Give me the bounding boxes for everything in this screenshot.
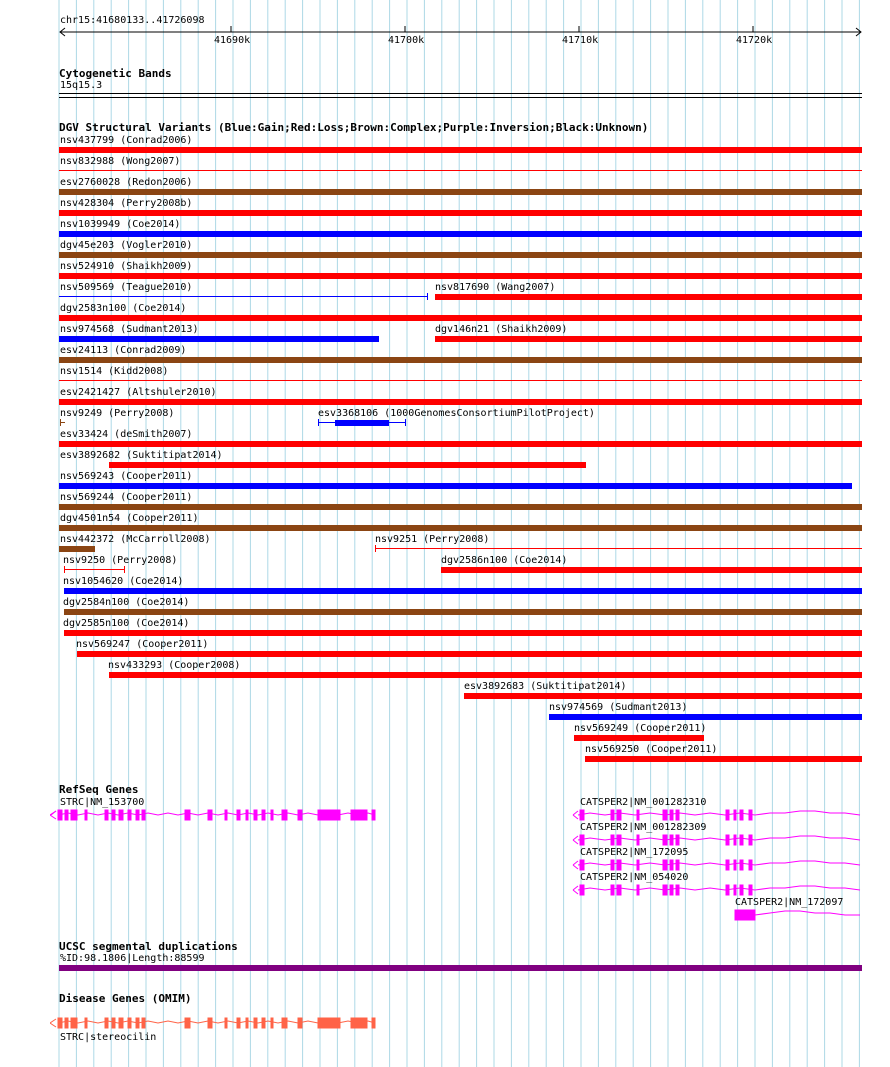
variant-label: dgv4501n54 (Cooper2011) [60,513,199,524]
variant-bar-complex[interactable] [59,189,862,195]
variant-label: dgv2585n100 (Coe2014) [63,618,190,629]
refseq-track-title: RefSeq Genes [59,783,139,796]
variant-label: nsv509569 (Teague2010) [60,282,193,293]
variant-bar-loss[interactable] [441,567,862,573]
variant-bar-end-cap [124,566,125,573]
variant-label: nsv569249 (Cooper2011) [574,723,707,734]
gene-label: CATSPER2|NM_001282309 [580,822,707,833]
variant-bar-gain[interactable] [549,714,862,720]
variant-bar-loss[interactable] [59,441,862,447]
cytoband-track-title: Cytogenetic Bands [59,67,172,80]
omim-track-title: Disease Genes (OMIM) [59,992,192,1005]
variant-label: nsv9250 (Perry2008) [63,555,178,566]
variant-label: nsv832988 (Wong2007) [60,156,181,167]
gene-label: STRC|NM_153700 [60,797,145,808]
variant-bar-loss[interactable] [574,735,704,741]
variant-bar-loss[interactable] [59,315,862,321]
variant-bar-end-cap [375,545,376,552]
gene-model-catsper2[interactable] [50,833,870,847]
gene-model-catsper2[interactable] [50,908,870,922]
gene-model-omim-strc[interactable] [50,1016,870,1030]
variant-label: nsv433293 (Cooper2008) [108,660,241,671]
variant-label: nsv569244 (Cooper2011) [60,492,193,503]
variant-label: nsv569243 (Cooper2011) [60,471,193,482]
variant-label: nsv1514 (Kidd2008) [60,366,169,377]
variant-label: nsv9249 (Perry2008) [60,408,175,419]
variant-label: dgv146n21 (Shaikh2009) [435,324,568,335]
variant-label: nsv569247 (Cooper2011) [76,639,209,650]
variant-label: esv3892682 (Suktitipat2014) [60,450,223,461]
variant-bar-loss[interactable] [585,756,862,762]
variant-label: nsv974568 (Sudmant2013) [60,324,199,335]
variant-bar-complex[interactable] [59,525,862,531]
variant-label: dgv45e203 (Vogler2010) [60,240,193,251]
variant-bar-end-cap [405,419,406,426]
variant-label: nsv524910 (Shaikh2009) [60,261,193,272]
variant-label: esv2421427 (Altshuler2010) [60,387,217,398]
variant-label: esv2760028 (Redon2006) [60,177,193,188]
variant-bar-complex[interactable] [59,504,862,510]
variant-label: dgv2586n100 (Coe2014) [441,555,568,566]
cytoband-bar[interactable] [59,93,862,98]
variant-bar-loss[interactable] [375,548,862,549]
variant-label: nsv974569 (Sudmant2013) [549,702,688,713]
variant-label: nsv569250 (Cooper2011) [585,744,718,755]
gene-label: CATSPER2|NM_172095 [580,847,689,858]
gene-label: CATSPER2|NM_172097 [735,897,844,908]
variant-bar-complex[interactable] [59,357,862,363]
ruler-tick-label: 41700k [388,35,425,46]
variant-bar-loss[interactable] [435,294,862,300]
variant-bar-loss[interactable] [464,693,862,699]
gene-label: CATSPER2|NM_054020 [580,872,689,883]
variant-bar-gain[interactable] [59,296,428,297]
ruler-tick-label: 41720k [736,35,773,46]
variant-bar-loss[interactable] [59,210,862,216]
variant-bar-loss[interactable] [64,569,125,570]
variant-label: nsv442372 (McCarroll2008) [60,534,211,545]
variant-bar-loss[interactable] [59,170,862,171]
variant-label: dgv2583n100 (Coe2014) [60,303,187,314]
variant-label: esv3892683 (Suktitipat2014) [464,681,627,692]
gene-model-catsper2[interactable] [50,808,870,822]
variant-label: esv33424 (deSmith2007) [60,429,193,440]
variant-label: esv24113 (Conrad2009) [60,345,187,356]
dgv-track-title: DGV Structural Variants (Blue:Gain;Red:Loss;Brown:Complex;Purple:Inversion;Black:Unknown) [59,121,649,134]
variant-bar-loss[interactable] [109,462,586,468]
gene-label: CATSPER2|NM_001282310 [580,797,707,808]
variant-bar-gain[interactable] [59,336,379,342]
variant-bar-end-cap [427,293,428,300]
variant-label: dgv2584n100 (Coe2014) [63,597,190,608]
variant-label: nsv437799 (Conrad2006) [60,135,193,146]
variant-bar-gain[interactable] [59,483,852,489]
variant-bar-loss[interactable] [59,273,862,279]
omim-label: STRC|stereocilin [60,1032,157,1043]
variant-bar-complex[interactable] [59,252,862,258]
variant-bar-loss[interactable] [59,147,862,153]
variant-label: nsv1054620 (Coe2014) [63,576,184,587]
ruler-tick-label: 41710k [562,35,599,46]
variant-bar-end-cap [64,566,65,573]
variant-bar-gain[interactable] [64,588,862,594]
variant-bar-complex[interactable] [64,609,862,615]
ruler-tick-label: 41690k [214,35,251,46]
variant-label: nsv9251 (Perry2008) [375,534,490,545]
segdup-label: %ID:98.1806|Length:88599 [60,953,205,964]
variant-bar-loss[interactable] [109,672,862,678]
variant-bar-end-cap [60,419,61,426]
variant-bar-loss[interactable] [435,336,862,342]
variant-bar-loss[interactable] [59,380,862,381]
ruler-range: chr15:41680133..41726098 [60,15,205,26]
variant-label: nsv1039949 (Coe2014) [60,219,181,230]
variant-bar-gain[interactable] [335,420,389,426]
variant-bar-loss[interactable] [77,651,862,657]
variant-bar-complex[interactable] [59,546,95,552]
variant-label: nsv428304 (Perry2008b) [60,198,193,209]
variant-bar-end-cap [318,419,319,426]
segdup-bar[interactable] [59,965,862,971]
variant-label: nsv817690 (Wang2007) [435,282,556,293]
cytoband-label: 15q15.3 [60,80,103,91]
gene-model-catsper2[interactable] [50,883,870,897]
variant-label: esv3368106 (1000GenomesConsortiumPilotProject) [318,408,595,419]
variant-bar-loss[interactable] [59,399,862,405]
variant-bar-gain[interactable] [59,231,862,237]
variant-bar-loss[interactable] [64,630,862,636]
gene-model-catsper2[interactable] [50,858,870,872]
segdup-track-title: UCSC segmental duplications [59,940,238,953]
